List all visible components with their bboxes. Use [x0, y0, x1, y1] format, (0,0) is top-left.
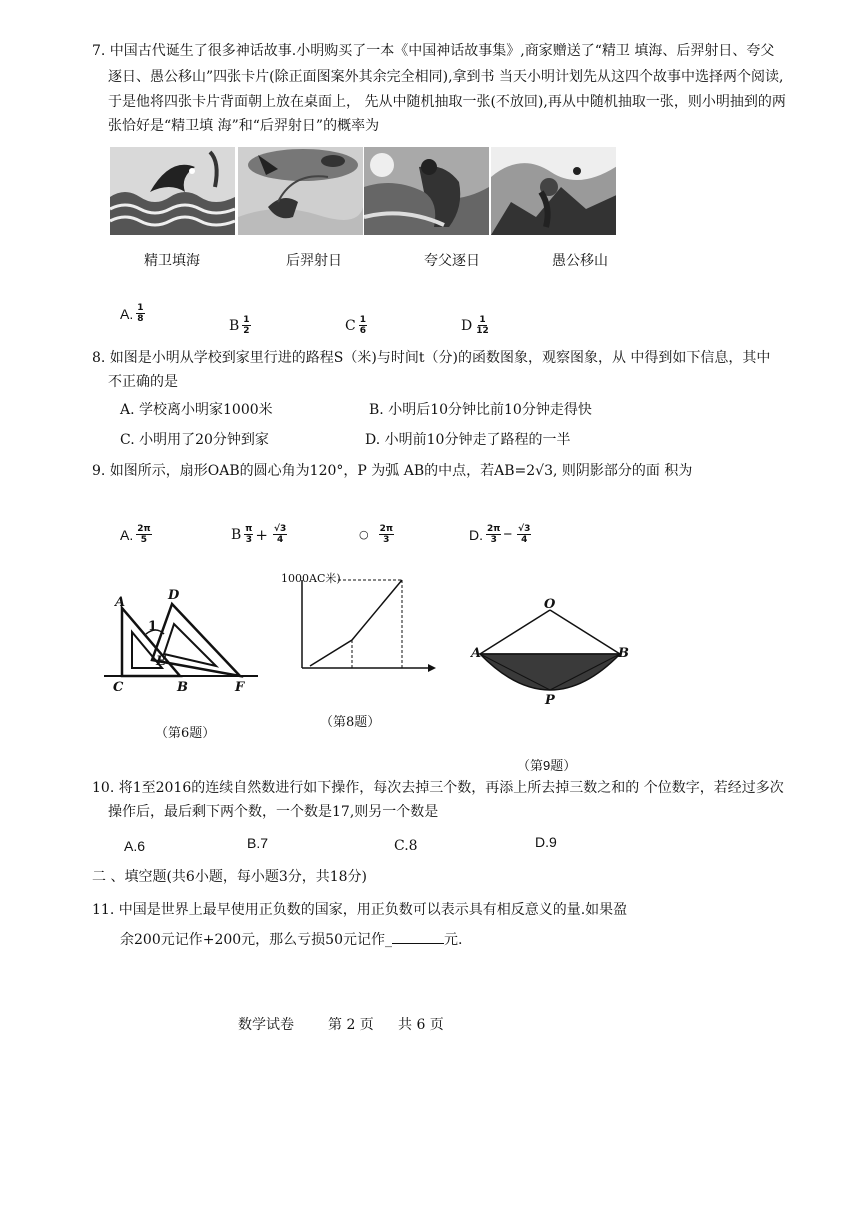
q8-line1: 8. 如图是小明从学校到家里行进的路程S（米)与时间t（分)的函数图象，观察图象，从 中得到如下信息，其中 [92, 350, 771, 366]
q7-option-b-fraction: $\frac{1}{2}$ [243, 315, 250, 336]
q7-option-c-fraction: $\frac{1}{6}$ [359, 315, 366, 336]
fig6-label-b: B [177, 680, 188, 695]
q10-line1: 10. 将1至2016的连续自然数进行如下操作，每次去掉三个数，再添上所去掉三数之和的 个位数字，若经过多次 [92, 780, 784, 796]
q9-option-d-fraction-1: $\frac{2\pi}{3}$ [487, 524, 501, 545]
q9-option-d-fraction-2: $\frac{√3}{4}$ [518, 524, 531, 545]
fig9-caption: （第9题） [517, 758, 577, 773]
card-caption-2: 后羿射日 [286, 253, 342, 269]
card-caption-4: 愚公移山 [552, 253, 608, 269]
section-2-heading: 二 、填空题(共6小题，每小题3分，共18分) [92, 869, 368, 885]
fig6-label-c: C [113, 680, 124, 695]
q11-line2: 余200元记作+200元，那么亏损50元记作_ 元. [120, 928, 462, 952]
q9-option-d: D. $\frac{2\pi}{3}$ − $\frac{√3}{4}$ [469, 524, 531, 545]
fig6-label-a: A [115, 595, 126, 610]
q9-option-b-fraction-2: $\frac{√3}{4}$ [274, 524, 287, 545]
fig9-label-b: B [618, 646, 629, 661]
q9-line1: 9. 如图所示，扇形OAB的圆心角为120°，P 为弧 AB的中点，若AB=2√3, 则阴影部分的面 积为 [92, 463, 693, 479]
q7-option-a-fraction: $\frac{1}{8}$ [137, 303, 144, 324]
q10-option-d: D.9 [535, 834, 557, 850]
card-caption-3: 夸父逐日 [424, 253, 480, 269]
fig6-label-1: 1 [148, 619, 158, 634]
fig8-caption: （第8题） [320, 715, 381, 730]
fig6-label-d: D [168, 588, 180, 603]
q10-line2: 操作后，最后剩下两个数，一个数是17,则另一个数是 [108, 804, 439, 820]
card-kuafu-image [364, 147, 489, 235]
q7-line1: 7. 中国古代诞生了很多神话故事.小明购买了一本《中国神话故事集》,商家赠送了“精卫 填海、后羿射日、夸父 [92, 43, 775, 59]
q7-line4: 张恰好是“精卫填 海”和“后羿射日”的概率为 [108, 118, 380, 134]
q10-option-c: C.8 [394, 838, 418, 854]
fig9-label-a: A [471, 646, 482, 661]
q11-line1: 11. 中国是世界上最早使用正负数的国家，用正负数可以表示具有相反意义的量.如果盈 [92, 902, 628, 918]
q8-line2: 不正确的是 [108, 374, 178, 390]
footer-subject: 数学试卷 [238, 1017, 294, 1033]
fig9-label-p: P [545, 693, 555, 708]
q9-option-a-fraction: $\frac{2\pi}{5}$ [137, 524, 151, 545]
q7-line3: 于是他将四张卡片背面朝上放在桌面上， 先从中随机抽取一张(不放回),再从中随机抽取一张，则小明抽到的两 [108, 94, 786, 110]
fig9-label-o: O [544, 597, 556, 612]
footer-page-number: 第 2 页 [328, 1017, 374, 1033]
card-jingwei-image [110, 147, 235, 235]
figure-q9-sector [468, 598, 638, 708]
q10-option-a: A.6 [124, 838, 146, 854]
q11-answer-blank [392, 929, 444, 944]
figure-q8-graph [290, 570, 440, 690]
q9-option-b: B $\frac{\pi}{3}$ + $\frac{√3}{4}$ [231, 524, 287, 545]
q7-option-d: D $\frac{1}{12}$ [461, 315, 489, 336]
q8-option-b: B. 小明后10分钟比前10分钟走得快 [369, 402, 592, 418]
q8-option-a: A. 学校离小明家1000米 [120, 402, 273, 418]
q9-option-b-fraction-1: $\frac{\pi}{3}$ [245, 524, 253, 545]
q7-option-c: C $\frac{1}{6}$ [345, 315, 366, 336]
q7-option-d-fraction: $\frac{1}{12}$ [476, 315, 489, 336]
q9-option-a: A. $\frac{2\pi}{5}$ [120, 524, 151, 545]
fig6-label-f: F [235, 680, 245, 695]
q7-line2: 逐日、愚公移山”四张卡片(除正面图案外其余完全相同),拿到书 当天小明计划先从这四个故事中选择两个阅读, [108, 69, 784, 85]
q8-option-c: C. 小明用了20分钟到家 [120, 432, 269, 448]
q7-option-a: A. $\frac{1}{8}$ [120, 303, 144, 324]
fig6-caption: （第6题） [155, 726, 216, 741]
q10-option-b: B.7 [247, 835, 269, 851]
fig6-label-e: E [156, 654, 166, 669]
card-caption-1: 精卫填海 [144, 253, 200, 269]
q9-option-c: ○ $\frac{2\pi}{3}$ [359, 524, 393, 545]
fig8-y-axis-label: 1000AC米) [281, 572, 341, 585]
card-yugong-image [491, 147, 616, 235]
footer-total-pages: 共 6 页 [398, 1017, 444, 1033]
q7-option-b: B $\frac{1}{2}$ [229, 315, 250, 336]
q9-option-c-fraction: $\frac{2\pi}{3}$ [379, 524, 393, 545]
card-houyi-image [238, 147, 363, 235]
q8-option-d: D. 小明前10分钟走了路程的一半 [365, 432, 571, 448]
